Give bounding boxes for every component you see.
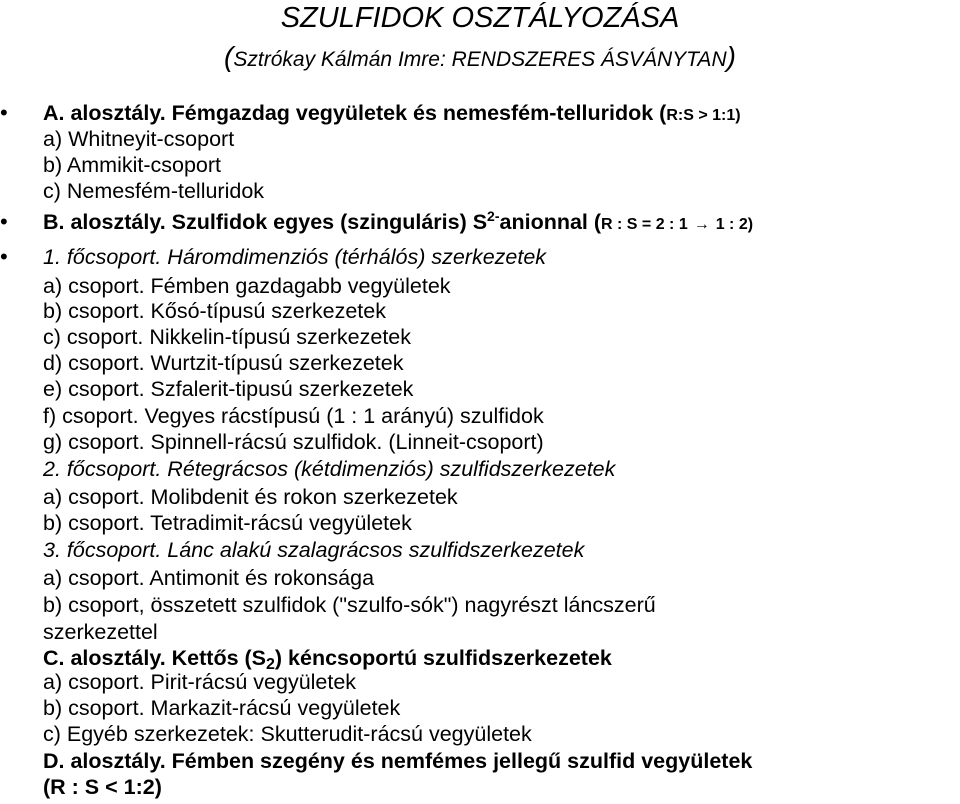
list-item: g) csoport. Spinnell-rácsú szulfidok. (Linneit-csoport) bbox=[43, 430, 544, 454]
subclass-a-heading: A. alosztály. Fémgazdag vegyületek és nemesfém-telluridok (R:S > 1:1) bbox=[43, 101, 741, 125]
page-subtitle bbox=[0, 40, 960, 79]
subclass-c-heading: C. alosztály. Kettős $(S_2)$ kéncsoportú szulfidszerkezetek bbox=[43, 646, 612, 673]
list-item: f) csoport. Vegyes rácstípusú (1 : 1 arányú) szulfidok bbox=[43, 404, 544, 428]
list-item: c) Egyéb szerkezetek: Skutterudit-rácsú vegyületek bbox=[43, 722, 532, 746]
subtitle-text: Sztrókay Kálmán Imre: RENDSZERES ÁSVÁNYTAN bbox=[233, 48, 727, 71]
list-item: c) csoport. Nikkelin-típusú szerkezetek bbox=[43, 325, 412, 349]
list-item: b) csoport. Kősó-típusú szerkezetek bbox=[43, 299, 386, 323]
subclass-b-heading: B. alosztály. Szulfidok egyes (szinguláris) $S^{2-}anionnal$ (R : S = 2 : 1 → 1 : 2) bbox=[43, 208, 754, 234]
list-item: a) Whitneyit-csoport bbox=[43, 127, 235, 151]
list-item: b) csoport. Markazit-rácsú vegyületek bbox=[43, 696, 401, 720]
bullet-b: • bbox=[0, 209, 8, 234]
subclass-b-ratio-b: 1 : 2) bbox=[715, 216, 754, 233]
maingroup-2-heading: 2. főcsoport. Rétegrácsos (kétdimenziós) szulfidszerkezetek bbox=[43, 457, 616, 481]
list-item: szerkezettel bbox=[43, 620, 158, 644]
list-item: b) csoport. Tetradimit-rácsú vegyületek bbox=[43, 511, 412, 535]
subclass-b-ratio-a: R : S = 2 : 1 bbox=[601, 216, 688, 233]
subclass-d-ratio: (R : S < 1:2) bbox=[43, 775, 162, 799]
list-item: a) csoport. Fémben gazdagabb vegyületek bbox=[43, 274, 451, 298]
subclass-d-heading: D. alosztály. Fémben szegény és nemfémes jellegű szulfid vegyületek bbox=[43, 749, 753, 773]
list-item: c) Nemesfém-telluridok bbox=[43, 179, 265, 203]
list-item: e) csoport. Szfalerit-tipusú szerkezetek bbox=[43, 377, 414, 401]
list-item: a) csoport. Pirit-rácsú vegyületek bbox=[43, 670, 357, 694]
bullet-a: • bbox=[0, 100, 8, 125]
subtitle-close-paren: ) bbox=[726, 41, 736, 72]
charge-superscript: 2- bbox=[487, 208, 500, 224]
maingroup-1-heading: 1. főcsoport. Háromdimenziós (térhálós) szerkezetek bbox=[43, 245, 547, 269]
list-item: b) csoport, összetett szulfidok ("szulfo-sók") nagyrészt láncszerű bbox=[43, 593, 656, 617]
page-title: SZULFIDOK OSZTÁLYOZÁSA bbox=[280, 2, 680, 34]
list-item: a) csoport. Molibdenit és rokon szerkezetek bbox=[43, 485, 458, 509]
list-item: b) Ammikit-csoport bbox=[43, 153, 222, 177]
maingroup-3-heading: 3. főcsoport. Lánc alakú szalagrácsos szulfidszerkezetek bbox=[43, 538, 585, 562]
subscript-2: 2 bbox=[266, 656, 275, 673]
list-item: d) csoport. Wurtzit-típusú szerkezetek bbox=[43, 351, 404, 375]
bullet-f1: • bbox=[0, 244, 8, 269]
subclass-a-ratio: R:S > 1:1) bbox=[666, 107, 741, 124]
arrow-icon: → bbox=[693, 216, 710, 233]
list-item: a) csoport. Antimonit és rokonsága bbox=[43, 566, 375, 590]
subtitle-open-paren: ( bbox=[224, 41, 234, 72]
